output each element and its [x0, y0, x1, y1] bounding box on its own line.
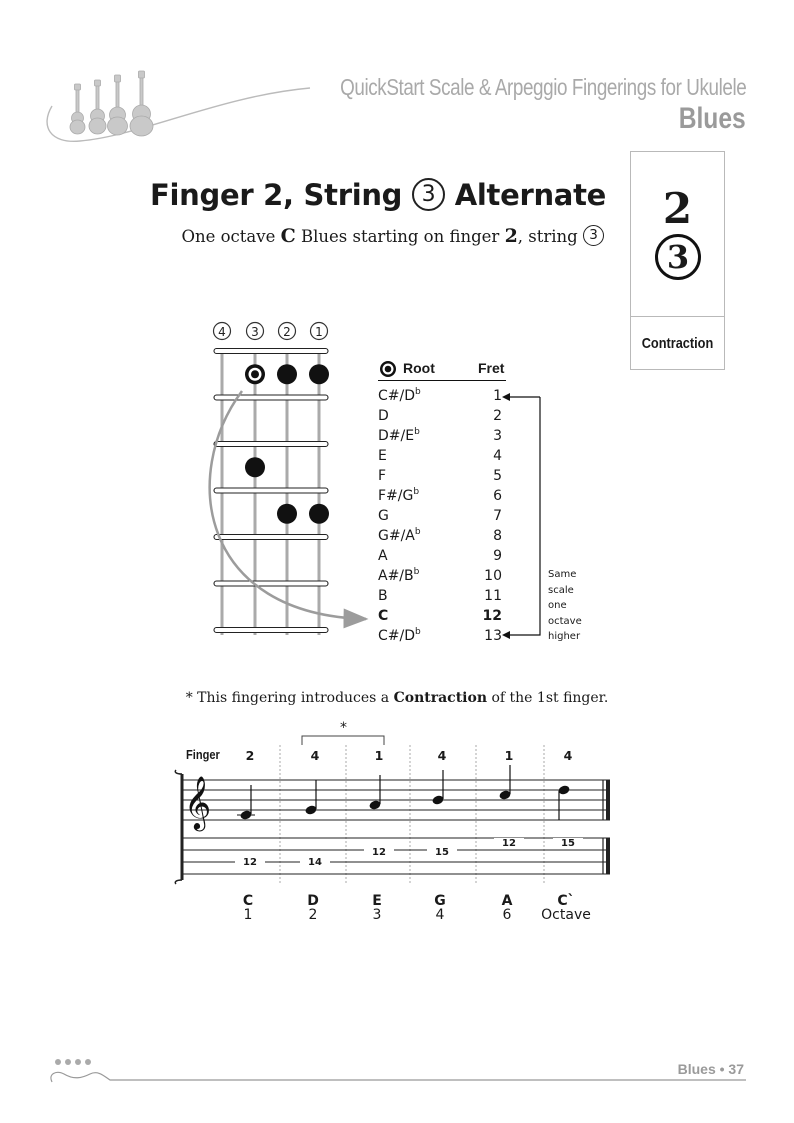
note-name: E	[378, 448, 387, 464]
note-name: $D\#/E^b$	[378, 427, 420, 444]
fret-number: 13	[484, 628, 502, 644]
footnote	[0, 690, 794, 706]
fret-number: 8	[493, 528, 502, 544]
fret-number: 12	[482, 608, 502, 624]
octave-bracket	[500, 388, 545, 640]
note-name: $C\#/D^b$	[378, 387, 421, 404]
note-name: $G\#/A^b$	[378, 527, 421, 544]
finger-dot	[277, 364, 297, 384]
fingering-tab-box	[630, 151, 725, 370]
note-name: B	[378, 588, 388, 604]
scale-interval: 4	[435, 907, 445, 923]
subtitle-finger: 2	[504, 225, 518, 247]
book-title: QuickStart Scale & Arpeggio Fingerings for Ukulele	[339, 74, 746, 100]
subtitle-string-number: 3	[583, 225, 604, 246]
fret-line	[214, 535, 328, 540]
fret-number: 5	[493, 468, 502, 484]
fret-header: Fret	[478, 360, 505, 376]
string-label: 2	[283, 325, 291, 339]
side-note-line: octave	[548, 615, 582, 627]
footnote-star: *	[185, 690, 193, 706]
fret-number: 11	[484, 588, 502, 604]
scale-note-name: A	[501, 893, 513, 909]
page-subtitle	[181, 225, 604, 248]
finger-row-label: Finger	[186, 747, 220, 762]
finger-dot	[309, 364, 329, 384]
fret-line	[214, 628, 328, 633]
subtitle-part2: Blues starting on finger	[300, 227, 500, 246]
fretboard-diagram	[200, 315, 380, 645]
table-header-rule	[378, 380, 506, 381]
tab-number: 12	[235, 857, 265, 868]
scale-interval: 1	[243, 907, 253, 923]
tab-divider	[631, 316, 724, 317]
side-note-line: Same	[548, 569, 577, 580]
root-dot-center	[251, 370, 259, 378]
side-note-line: higher	[548, 631, 581, 642]
tab-string-number: 3	[655, 234, 701, 280]
octave-side-note	[548, 567, 582, 645]
fret-number: 7	[493, 508, 502, 524]
finger-dot	[309, 504, 329, 524]
footnote-text1: This fingering introduces a	[197, 690, 390, 706]
scale-note-name: C`	[557, 893, 575, 909]
ukulele-logo-icon	[40, 66, 320, 150]
side-note-line: scale	[548, 584, 574, 596]
scale-note-name: G	[434, 893, 446, 909]
string-label: 4	[218, 325, 226, 339]
tab-finger-number: 2	[662, 184, 693, 233]
fret-number: 10	[484, 568, 502, 584]
title-suffix: Alternate	[454, 178, 606, 212]
treble-clef-icon: 𝄞	[184, 775, 212, 829]
note-name: F	[378, 468, 387, 484]
string-label: 3	[251, 325, 259, 339]
subtitle-part3: , string	[517, 227, 578, 246]
page-footer: Blues • 37	[677, 1061, 744, 1077]
root-header: Root	[403, 360, 435, 376]
fret-line	[214, 442, 328, 447]
note-name: D	[378, 408, 389, 424]
subtitle-key: C	[280, 225, 296, 247]
finger-number: 4	[437, 748, 447, 763]
scale-interval: 3	[372, 907, 382, 923]
footnote-bold: Contraction	[393, 690, 488, 706]
scale-note-name: C	[242, 893, 254, 909]
section-title: Blues	[679, 102, 746, 135]
title-prefix: Finger 2, String	[150, 178, 403, 212]
note-name: A	[378, 548, 388, 564]
side-note-line: one	[548, 600, 567, 611]
fret-number: 9	[493, 548, 502, 564]
tab-number: 12	[364, 847, 394, 858]
tab-number: 12	[494, 838, 524, 849]
tab-number: 14	[300, 857, 330, 868]
fret-number: 6	[493, 488, 502, 504]
scale-interval: 6	[502, 907, 512, 923]
finger-number: 1	[374, 748, 384, 763]
bracket-star: *	[340, 720, 347, 736]
fret-number: 4	[493, 448, 502, 464]
root-icon	[379, 360, 397, 378]
note-name: G	[378, 508, 389, 524]
finger-dot	[245, 457, 265, 477]
title-string-number: 3	[412, 178, 445, 211]
fret-number: 3	[493, 428, 502, 444]
finger-number: 2	[245, 748, 255, 763]
string-label: 1	[315, 325, 323, 339]
fret-line	[214, 395, 328, 400]
note-name: $F\#/G^b$	[378, 487, 420, 504]
finger-number: 4	[310, 748, 320, 763]
subtitle-part1: One octave	[181, 227, 276, 246]
note-name: C	[378, 608, 389, 624]
scale-interval: Octave	[541, 907, 591, 923]
scale-note-name: E	[372, 893, 382, 909]
finger-number: 1	[504, 748, 514, 763]
page-title	[150, 178, 606, 214]
footnote-text2: of the 1st finger.	[491, 690, 609, 706]
finger-number: 4	[563, 748, 573, 763]
scale-note-name: D	[307, 893, 319, 909]
note-name: $A\#/B^b$	[378, 567, 420, 584]
tab-number: 15	[553, 838, 583, 849]
footer-ornament-icon	[44, 1056, 750, 1086]
note-name: $C\#/D^b$	[378, 627, 421, 644]
fret-line	[214, 488, 328, 493]
tab-label: Contraction	[641, 335, 714, 352]
finger-dot	[277, 504, 297, 524]
fret-number: 2	[493, 408, 502, 424]
nut	[214, 349, 328, 354]
fret-number: 1	[493, 388, 502, 404]
fret-line	[214, 581, 328, 586]
scale-interval: 2	[308, 907, 318, 923]
tab-number: 15	[427, 847, 457, 858]
